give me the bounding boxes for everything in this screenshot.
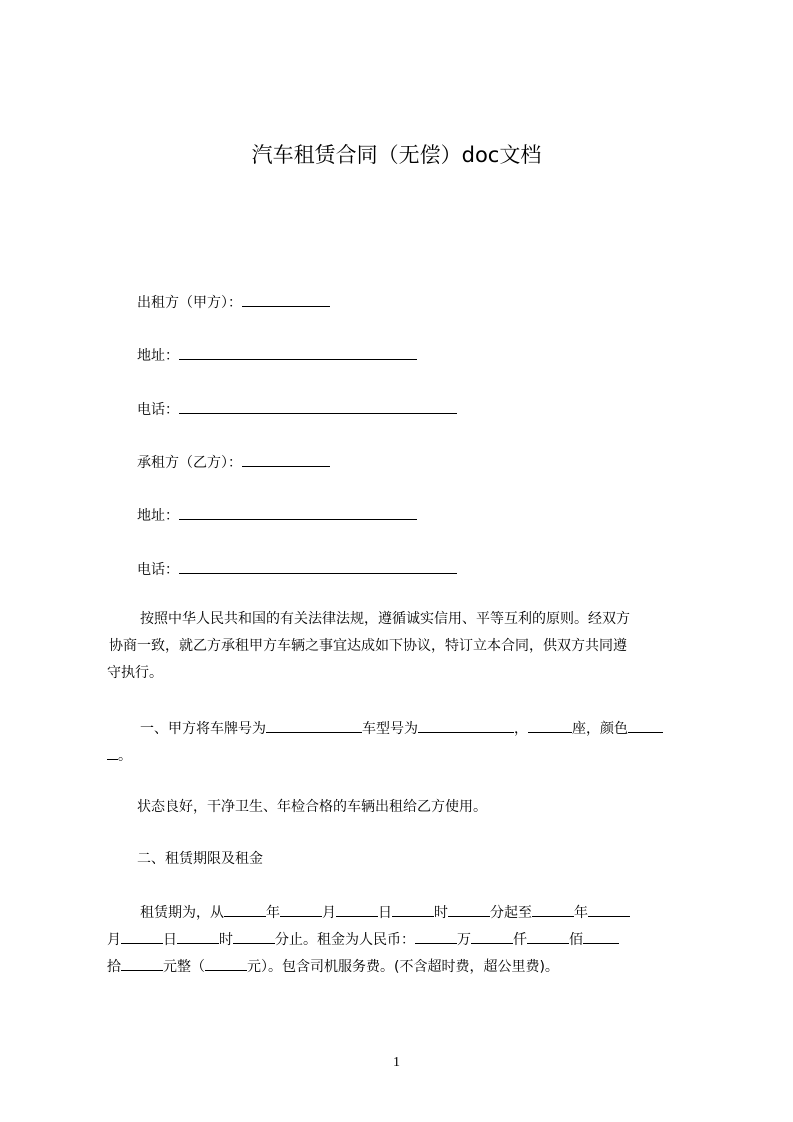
end-month-blank[interactable]	[588, 902, 630, 917]
rent-shi-blank[interactable]	[583, 929, 619, 944]
plate-number-blank[interactable]	[266, 718, 362, 733]
lease-bai-label: 佰	[569, 932, 583, 948]
lessor-address-blank[interactable]	[179, 345, 417, 360]
end-year-blank[interactable]	[532, 902, 574, 917]
end-minute-blank[interactable]	[233, 929, 275, 944]
lessee-phone-blank[interactable]	[179, 559, 457, 574]
seats-blank[interactable]	[528, 718, 572, 733]
lease-yuan-close-label: 元）。包含司机服务费。(不含超时费，超公里费)。	[247, 959, 559, 975]
lessee-label: 承租方（乙方）：	[137, 455, 242, 471]
lease-year-label: 年	[266, 905, 280, 921]
clause-1-prefix: 一、甲方将车牌号为	[140, 721, 266, 737]
lessor-label: 出租方（甲方）：	[137, 295, 242, 311]
model-number-blank[interactable]	[418, 718, 514, 733]
clause-1-comma: ，	[514, 721, 528, 737]
lease-end-year-label: 年	[574, 905, 588, 921]
lease-shi-label: 拾	[107, 959, 121, 975]
lessee-address-label: 地址：	[137, 508, 179, 524]
lessor-phone-label: 电话：	[137, 402, 179, 418]
clause-1-line-1	[140, 716, 663, 743]
end-day-blank[interactable]	[121, 929, 163, 944]
lease-line-3	[107, 954, 559, 981]
rent-total-blank[interactable]	[205, 956, 247, 971]
lease-wan-label: 万	[457, 932, 471, 948]
page-title: 汽车租赁合同（无偿）doc文档	[251, 143, 542, 167]
rent-bai-blank[interactable]	[527, 929, 569, 944]
start-day-blank[interactable]	[336, 902, 378, 917]
clause-1-end: 。	[118, 748, 132, 764]
color-blank[interactable]	[628, 718, 663, 733]
lessor-phone-line	[137, 399, 457, 420]
preamble-line-3: 守执行。	[107, 665, 163, 681]
rent-yuan-blank[interactable]	[121, 956, 163, 971]
lessee-phone-label: 电话：	[137, 562, 179, 578]
condition-line: 状态良好，干净卫生、年检合格的车辆出租给乙方使用。	[137, 799, 487, 815]
start-hour-blank[interactable]	[392, 902, 434, 917]
lessee-line	[137, 452, 330, 473]
lease-month-label: 月	[322, 905, 336, 921]
lessee-address-blank[interactable]	[179, 505, 417, 520]
clause-1-model: 车型号为	[362, 721, 418, 737]
page-number: 1	[393, 1055, 400, 1070]
preamble-line-2: 协商一致，就乙方承租甲方车辆之事宜达成如下协议，特订立本合同，供双方共同遵	[109, 638, 627, 654]
lease-line-2	[107, 927, 619, 954]
lessor-line	[137, 292, 330, 313]
lease-hour-label: 时	[434, 905, 448, 921]
lessee-phone-line	[137, 559, 457, 580]
lessor-address-label: 地址：	[137, 348, 179, 364]
lessee-blank[interactable]	[242, 452, 330, 467]
color-blank-continued[interactable]	[107, 745, 118, 760]
end-hour-blank[interactable]	[177, 929, 219, 944]
start-year-blank[interactable]	[224, 902, 266, 917]
lease-qian-label: 仟	[513, 932, 527, 948]
lease-end-month-label: 月	[107, 932, 121, 948]
lessee-address-line	[137, 505, 417, 526]
lessor-blank[interactable]	[242, 292, 330, 307]
lease-end-hour-label: 时	[219, 932, 233, 948]
lease-minute-end-label: 分止。租金为人民币：	[275, 932, 415, 948]
start-month-blank[interactable]	[280, 902, 322, 917]
lease-minute-start-label: 分起至	[490, 905, 532, 921]
preamble-line-1: 按照中华人民共和国的有关法律法规，遵循诚实信用、平等互利的原则。经双方	[140, 611, 630, 627]
lessor-phone-blank[interactable]	[179, 399, 457, 414]
clause-1-line-2	[107, 743, 132, 770]
rent-wan-blank[interactable]	[415, 929, 457, 944]
rent-qian-blank[interactable]	[471, 929, 513, 944]
lease-line-1	[140, 900, 630, 927]
lease-day-label: 日	[378, 905, 392, 921]
lease-yuan-zheng-label: 元整（	[163, 959, 205, 975]
lessor-address-line	[137, 345, 417, 366]
start-minute-blank[interactable]	[448, 902, 490, 917]
lease-prefix: 租赁期为，从	[140, 905, 224, 921]
section-2-heading: 二、租赁期限及租金	[137, 851, 263, 867]
lease-end-day-label: 日	[163, 932, 177, 948]
clause-1-seats: 座，颜色	[572, 721, 628, 737]
